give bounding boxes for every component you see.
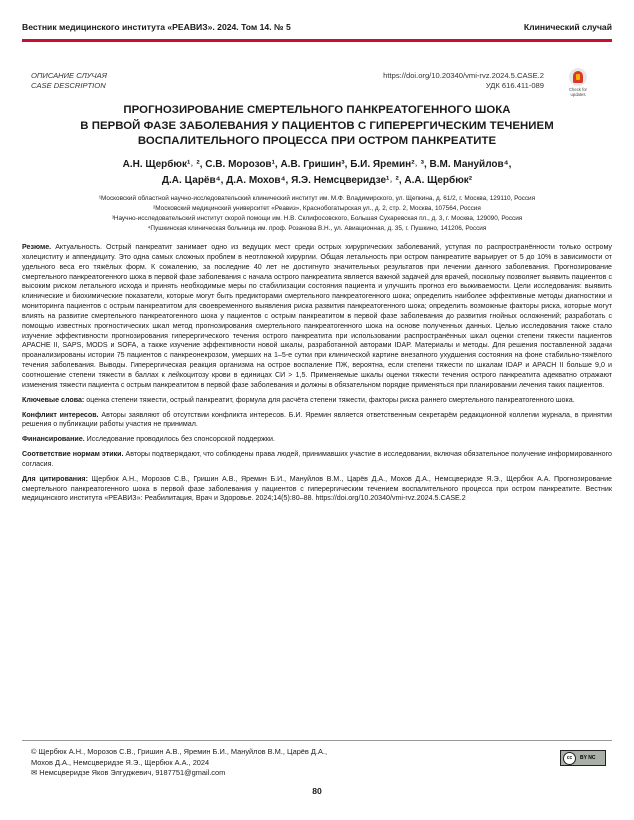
crossmark-badge[interactable] <box>566 68 590 97</box>
udc-code: УДК 616.411-089 <box>485 81 544 90</box>
keywords-paragraph <box>22 396 612 406</box>
license-label: BY NC <box>580 755 596 761</box>
affiliation: ¹Московский областной научно-исследовательский клинический институт им. М.Ф. Владимирского, ул. Щепкина, д. 61/2, г. Москва, 129110, Россия <box>98 195 536 202</box>
abstract-section <box>22 243 612 509</box>
author-list <box>55 157 579 189</box>
affiliation: ⁴Пушкинская клиническая больница им. проф. Розанова В.Н., ул. Авиационная, д. 35, г. Пушкино, 141206, Россия <box>147 225 487 232</box>
contact-email[interactable]: ✉ Немсцверидзе Яков Элгуджевич, 9187751@gmail.com <box>31 768 226 777</box>
citation-paragraph <box>22 475 612 505</box>
copyright-line: © Щербюк А.Н., Морозов С.В., Гришин А.В., Яремин Б.И., Мануйлов В.М., Царёв Д.А., <box>31 747 327 756</box>
authors-line: Д.А. Царёв⁴, Д.А. Мохов⁴, Я.Э. Немсцверидзе¹˒ ², А.А. Щербюк² <box>161 175 473 186</box>
conflict-label: Конфликт интересов. <box>22 410 99 419</box>
article-type-en: CASE DESCRIPTION <box>31 81 106 90</box>
abstract-label: Резюме. <box>22 243 52 251</box>
conflict-text: Авторы заявляют об отсутствии конфликта интересов. Б.И. Яремин является ответственным секретарём редакционной коллегии журнала, в принятии решения о публикации работы участия не принимал. <box>22 410 612 429</box>
header-rule <box>22 39 612 42</box>
citation-text: Щербюк А.Н., Морозов С.В., Гришин А.В., Яремин Б.И., Мануйлов В.М., Царёв Д.А., Мохов Д.А., Немсцверидзе Я.Э., Щербюк А.А. Прогнозирование смертельного панкреатогенного шока в первой фазе заболевания у пациентов с гиперергическим течением воспалительного процесса при остром панкреатите. Вестник медицинского института «РЕАВИЗ»: Реабилитация, Врач и Здоровье. 2024;14(5):80–88. https://doi.org/10.20340/vmi-rvz.2024.5.CASE.2 <box>22 474 612 503</box>
article-title <box>70 103 564 150</box>
crossmark-line2: updates <box>570 92 586 97</box>
creative-commons-icon: cc <box>563 752 576 765</box>
title-line: В ПЕРВОЙ ФАЗЕ ЗАБОЛЕВАНИЯ У ПАЦИЕНТОВ С ГИПЕРЕРГИЧЕСКИМ ТЕЧЕНИЕМ <box>80 119 554 132</box>
ethics-paragraph <box>22 450 612 470</box>
affiliations <box>22 194 612 234</box>
ethics-label: Соответствие нормам этики. <box>22 450 124 459</box>
authors-line: А.Н. Щербюк¹˒ ², С.В. Морозов¹, А.В. Гришин³, Б.И. Яремин²˒ ³, В.М. Мануйлов⁴, <box>122 159 512 170</box>
affiliation: ³Научно-исследовательский институт скорой помощи им. Н.В. Склифосовского, Большая Сухаревская пл., д. 3, г. Москва, 129090, Россия <box>111 215 523 222</box>
keywords-label: Ключевые слова: <box>22 395 85 404</box>
funding-paragraph <box>22 435 612 445</box>
title-line: ПРОГНОЗИРОВАНИЕ СМЕРТЕЛЬНОГО ПАНКРЕАТОГЕННОГО ШОКА <box>123 104 511 116</box>
doi-link[interactable]: https://doi.org/10.20340/vmi-rvz.2024.5.CASE.2 <box>383 71 544 80</box>
keywords-text: оценка степени тяжести, острый панкреатит, формула для расчёта степени тяжести, факторы риска раннего смертельного панкреатогенного шока. <box>86 395 575 404</box>
page-number: 80 <box>312 786 322 796</box>
copyright-line: Мохов Д.А., Немсцверидзе Я.Э., Щербюк А.А., 2024 <box>31 757 210 767</box>
crossmark-line1: Check for <box>569 87 587 92</box>
journal-name: Вестник медицинского института «РЕАВИЗ». 2024. Том 14. № 5 <box>22 22 291 32</box>
abstract-paragraph <box>22 243 612 391</box>
funding-label: Финансирование. <box>22 435 85 444</box>
running-header <box>22 22 612 32</box>
conflict-paragraph <box>22 411 612 431</box>
section-name: Клинический случай <box>523 22 612 32</box>
title-line: ВОСПАЛИТЕЛЬНОГО ПРОЦЕССА ПРИ ОСТРОМ ПАНКРЕАТИТЕ <box>137 135 497 147</box>
crossmark-icon <box>569 68 587 86</box>
citation-label: Для цитирования: <box>22 474 88 483</box>
ethics-text: Авторы подтверждают, что соблюдены права людей, принимавших участие в исследовании, включая обязательное получение информированного согласия. <box>22 450 613 468</box>
doi-block <box>344 71 544 91</box>
abstract-text: Актуальность. Острый панкреатит занимает одно из ведущих мест среди острых хирургических заболеваний, уступая по распространённости только острому холециститу и аппендициту. Это одна самых сложных проблем в неотложной хирургии. Общая летальность при остром панкреатите варьирует от 5 до 10% в зависимости от удельного веса его тяжёлых форм. К сожалению, за последние 40 лет не достигнуто значительных результатов при лечении данного заболевания. Прогнозирование смертельного панкреатогенного шока в первой фазе заболевания с начала острого панкреатита является важной задачей для врачей, поскольку позволяет выявить пациентов с высоким риском летального исхода и принять необходимые меры по стабилизации состояния пациента и улучшить прогноз его выживаемости. Цели исследования: выявить клинические и биохимические показатели, которые могут быть предикторами смертельного панкреатогенного шока; определить наиболее эффективные методы диагностики и мониторинга пациентов с острым панкреатитом для своевременного выявления риска развития панкреатогенного шока; определить возможные факторы риска, которые могут влиять на развитие смертельного панкреатогенного шока у пациентов с острым панкреатитом в первой фазе заболевания до развития гнойных осложнений; разработать с помощью известных прогностических шкал метод прогнозирования смертельного панкреатогенного шока на основе полученных данных. Целью исследования также стало изучение эффективности прогнозирования гиперергического течения острого панкреатита при использовании распространённых шкал оценки степени тяжести пациентов APACHE II, SAPS, MODS и SOFA, а также изучение эффективности новой шкалы, разработанной авторами IDAP. Материалы и методы. Для решения поставленной задачи проанализированы истории 75 пациентов с панкреонекрозом, умерших на 1–5-е сутки при клинической картине внезапного ухудшения состояния на фоне стабильно-тяжёлого течения заболевания. Выводы. Гиперергическая реакция организма на острое воспаление ПЖ, вероятна, если степени тяжести по шкалам IDAP и APACH II больше 9,0 и соотношение степени тяжести в баллах к лейкоцитозу крови в единицах СИ > 1,5. Применяемые шкалы оценки тяжести течения острого панкреатита адекватно отражают изменения тяжести пациента с острым панкреатитом в первой фазе заболевания и должны в обязательном порядке применяться при планировании лечения таких пациентов. <box>22 243 612 389</box>
funding-text: Исследование проводилось без спонсорской поддержки. <box>86 435 275 444</box>
article-type <box>31 71 107 91</box>
footer-rule <box>22 740 612 741</box>
article-type-ru: ОПИСАНИЕ СЛУЧАЯ <box>31 71 107 80</box>
cc-license-badge[interactable] <box>560 750 606 766</box>
copyright-block <box>31 747 431 779</box>
affiliation: ²Московский медицинский университет «Реавиз», Краснобогатырская ул., д. 2, стр. 2, Москва, 107564, Россия <box>153 205 481 212</box>
